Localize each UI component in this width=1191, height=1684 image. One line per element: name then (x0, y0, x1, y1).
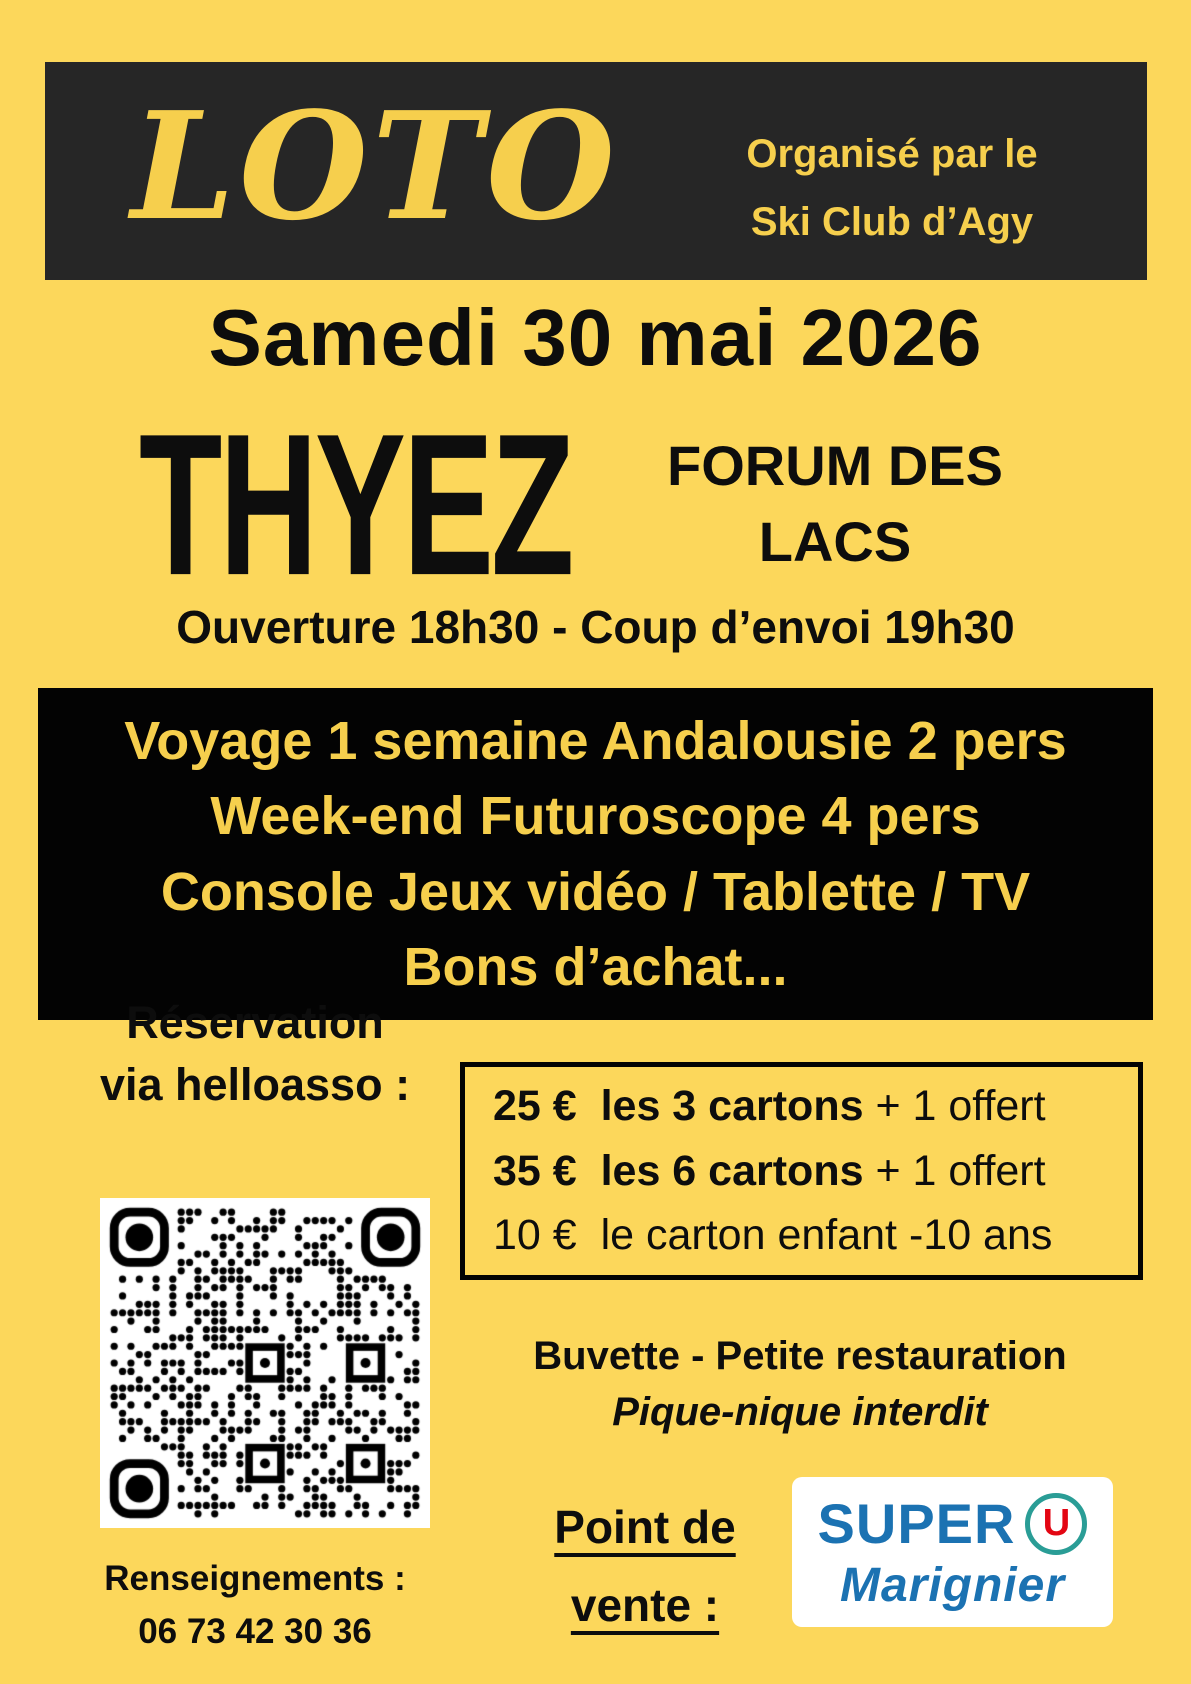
super-u-circle-icon (1025, 1493, 1087, 1555)
price-box (460, 1062, 1143, 1280)
header-band (45, 62, 1147, 280)
sale-point-line-2: vente : (570, 1579, 720, 1631)
prize-line: Voyage 1 semaine Andalousie 2 pers (124, 710, 1067, 771)
opening-hours: Ouverture 18h30 - Coup d’envoi 19h30 (176, 601, 1015, 653)
price-line-2-bold: 35 € les 6 cartons (493, 1146, 864, 1195)
city-name: THYEZ (138, 391, 572, 618)
sale-point-label (525, 1488, 765, 1644)
prize-line: Console Jeux vidéo / Tablette / TV (160, 861, 1031, 922)
prize-line: Bons d’achat... (403, 937, 788, 998)
reservation-line-1: Réservation (126, 997, 384, 1048)
contact-phone: 06 73 42 30 36 (138, 1612, 372, 1651)
venue-name (645, 428, 1025, 580)
organizer-line-2: Ski Club d’Agy (750, 200, 1034, 244)
city-wrap (85, 391, 625, 618)
super-u-brand: SUPER (817, 1492, 1016, 1555)
reservation-label (60, 992, 450, 1116)
food-line-1: Buvette - Petite restauration (533, 1334, 1067, 1378)
qr-code-canvas (100, 1198, 430, 1528)
organizer-line-1: Organisé par le (746, 132, 1038, 176)
prize-line: Week-end Futuroscope 4 pers (210, 786, 981, 847)
price-line-1-rest: + 1 offert (863, 1082, 1046, 1131)
price-line-3: 10 € le carton enfant -10 ans (493, 1210, 1053, 1259)
price-line-1-bold: 25 € les 3 cartons (493, 1082, 864, 1131)
organizer-text (692, 120, 1092, 256)
food-line-2: Pique-nique interdit (612, 1390, 988, 1434)
venue-line-1: FORUM DES (667, 434, 1003, 497)
contact-label: Renseignements : (104, 1559, 406, 1598)
price-line-2-rest: + 1 offert (863, 1146, 1046, 1195)
price-line-1 (493, 1082, 1138, 1131)
event-date: Samedi 30 mai 2026 (208, 293, 983, 382)
super-u-row (818, 1491, 1088, 1556)
food-block (450, 1328, 1150, 1440)
super-u-logo (792, 1477, 1113, 1627)
reservation-line-2: via helloasso : (99, 1059, 411, 1110)
loto-title: LOTO (130, 79, 620, 253)
venue-line-2: LACS (758, 510, 912, 573)
qr-code (100, 1198, 430, 1528)
contact-block (60, 1552, 450, 1658)
sale-point-line-1: Point de (554, 1501, 736, 1553)
prizes-band (38, 688, 1153, 1020)
price-line-2 (493, 1147, 1138, 1196)
super-u-letter: U (1042, 1502, 1071, 1544)
super-u-city: Marignier (839, 1559, 1066, 1612)
